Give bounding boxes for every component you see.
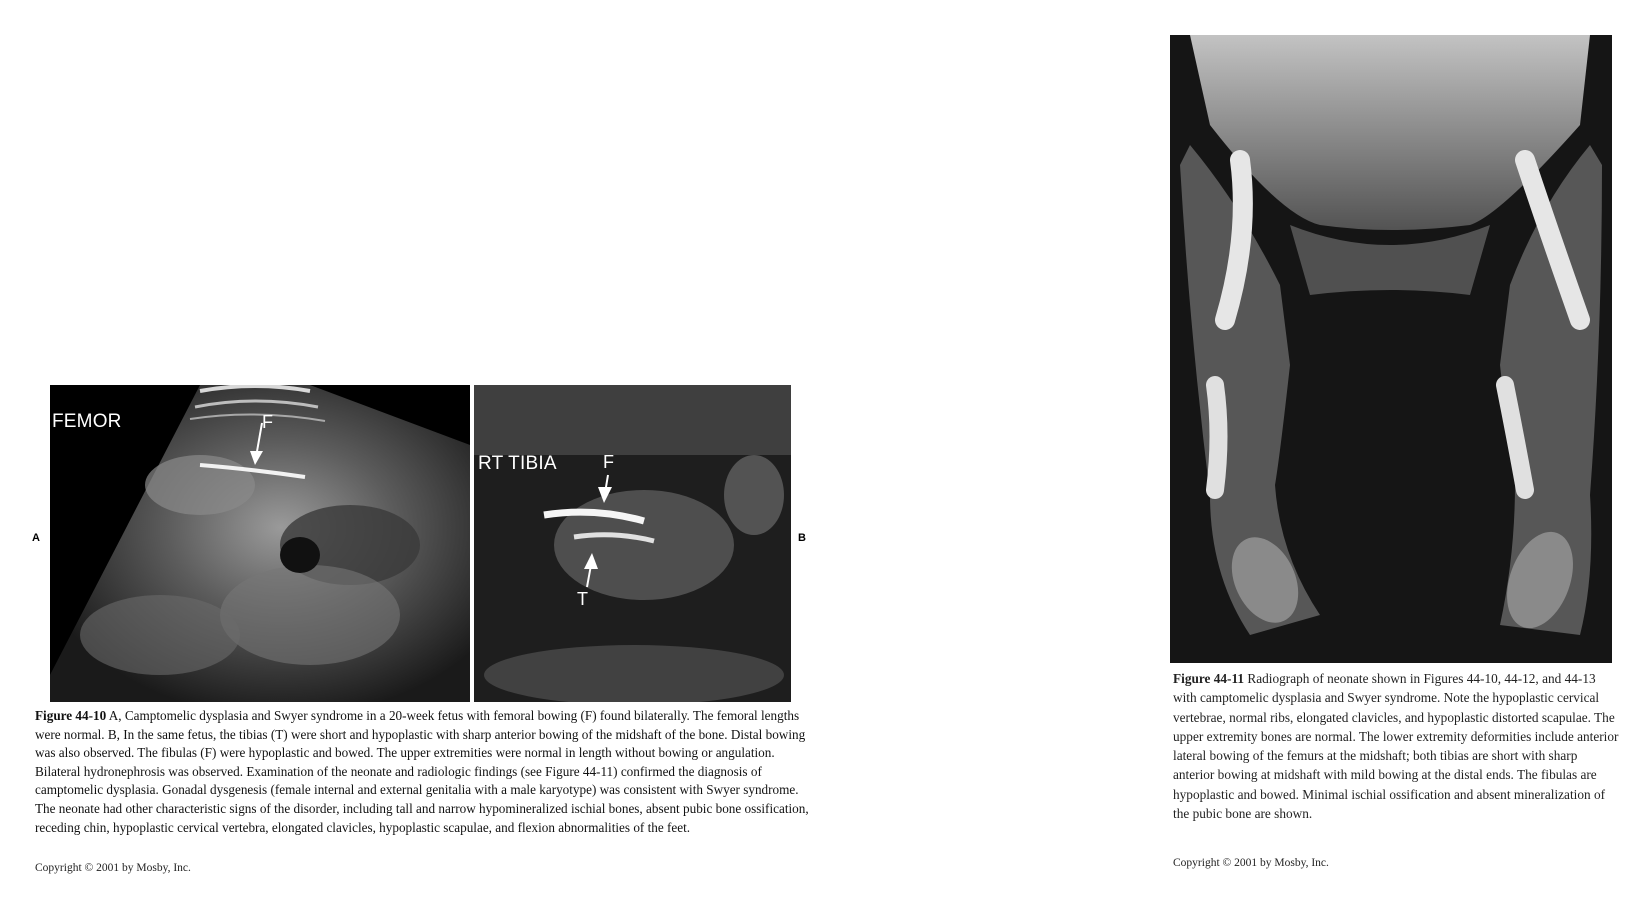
figure-44-11-text: Radiograph of neonate shown in Figures 44-10, 44-12, and 44-13 with camptomelic dysplasia and Swyer syndrome. Note the hypoplastic cervical vertebrae, normal ribs, elongated clavicles, and hypoplastic distorted scapulae. The upper extremity bones are normal. The lower extremity deformities include anterior lateral bowing of the femurs at the midshaft; both tibias are short with sharp anterior bowing at midshaft with mild bowing at the distal ends. The fibulas are hypoplastic and bowed. Minimal ischial ossification and absent mineralization of the pubic bone are shown. (1173, 671, 1619, 822)
panel-b-label: RT TIBIA (478, 453, 557, 474)
panel-a-label: FEMOR (52, 411, 122, 432)
ultrasound-femur-image (50, 385, 470, 702)
neonate-radiograph-image (1170, 35, 1612, 663)
figure-44-10-text: A, Camptomelic dysplasia and Swyer syndrome in a 20-week fetus with femoral bowing (F) found bilaterally. The femoral lengths were normal. B, In the same fetus, the tibias (T) were short and hypoplastic with sharp anterior bowing of the midshaft of the bone. Distal bowing was also observed. The fibulas (F) were hypoplastic and bowed. The upper extremities were normal in length without bowing or angulation. Bilateral hydronephrosis was observed. Examination of the neonate and radiologic findings (see Figure 44-11) confirmed the diagnosis of camptomelic dysplasia. Gonadal dysgenesis (female internal and external genitalia with a male karyotype) was consistent with Swyer syndrome. The neonate had other characteristic signs of the disorder, including tall and narrow hypomineralized ischial bones, absent pubic bone ossification, receding chin, hypoplastic cervical vertebra, elongated clavicles, hypoplastic scapulae, and flexion abnormalities of the feet. (35, 708, 809, 835)
panel-b-letter: B (798, 532, 806, 544)
figure-44-10-caption (35, 707, 810, 837)
panel-a-arrow-f: F (262, 412, 273, 432)
panel-b-arrow-f: F (603, 452, 614, 472)
ultrasound-tibia-image (474, 385, 791, 702)
panel-b-arrow-t: T (577, 589, 588, 609)
figure-44-11-caption (1173, 669, 1619, 823)
panel-a-letter: A (32, 532, 40, 544)
figure-44-10-copyright: Copyright © 2001 by Mosby, Inc. (35, 862, 191, 874)
figure-44-11-number: Figure 44-11 (1173, 671, 1245, 686)
figure-44-10-number: Figure 44-10 (35, 708, 107, 723)
figure-44-11-copyright: Copyright © 2001 by Mosby, Inc. (1173, 857, 1329, 869)
